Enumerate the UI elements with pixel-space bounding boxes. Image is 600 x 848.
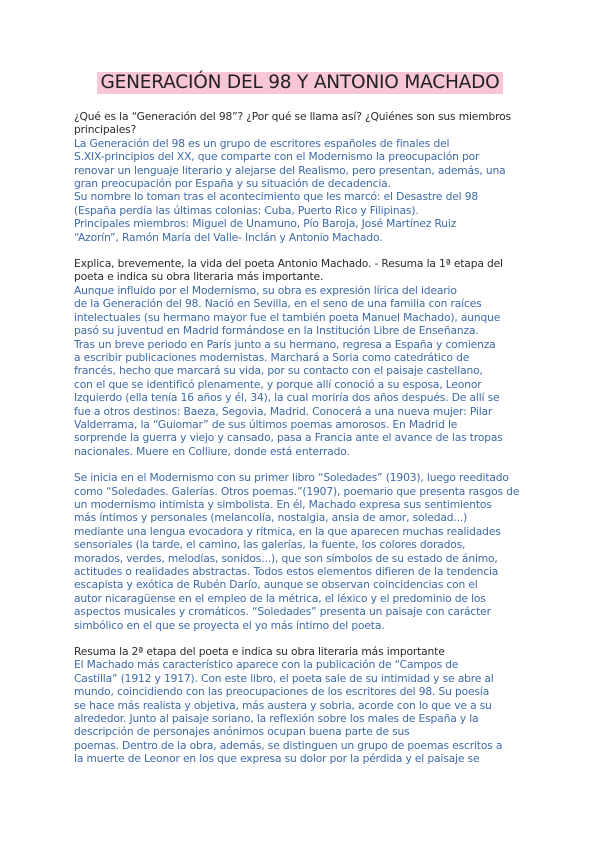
answer-line: más íntimos y personales (melancolía, nostalgia, ansia de amor, soledad...) <box>74 511 468 525</box>
answer-line: morados, verdes, melodías, sonidos...), que son símbolos de su estado de ánimo, <box>74 551 498 565</box>
question-line: poeta e indica su obra literaria más importante. <box>74 270 324 284</box>
answer-line: Castilla” (1912 y 1917). Con este libro, el poeta sale de su intimidad y se abre al <box>74 671 494 685</box>
answer-line: Izquierdo (ella tenía 16 años y él, 34), la cual moriría dos años después. De allí se <box>74 391 500 405</box>
answer-line: a escribir publicaciones modernistas. Marchará a Soria como catedrático de <box>74 350 470 364</box>
paragraph <box>74 110 534 244</box>
answer-line: poemas. Dentro de la obra, además, se distinguen un grupo de poemas escritos a <box>74 738 503 752</box>
answer-line: gran preocupación por España y su situación de decadencia. <box>74 177 391 191</box>
answer-line: Valderrama, la “Guiomar” de sus últimos poemas amorosos. En Madrid le <box>74 417 458 431</box>
answer-line: El Machado más característico aparece con la publicación de “Campos de <box>74 658 459 672</box>
answer-line: francés, hecho que marcará su vida, por su contacto con el paisaje castellano, <box>74 364 483 378</box>
answer-line: aspectos musicales y cromáticos. “Soledades” presenta un paisaje con carácter <box>74 605 491 619</box>
answer-line: con el que se identificó plenamente, y porque allí conoció a su esposa, Leonor <box>74 377 482 391</box>
answer-line: Tras un breve periodo en París junto a su hermano, regresa a España y comienza <box>74 337 496 351</box>
answer-line: como “Soledades. Galerías. Otros poemas.”(1907), poemario que presenta rasgos de <box>74 484 520 498</box>
paragraph-spacer <box>74 632 534 645</box>
answer-line: renovar un lenguaje literario y alejarse del Realismo, pero presentan, además, una <box>74 163 506 177</box>
answer-line: se hace más realista y objetiva, más austera y sobria, acorde con lo que ve a su <box>74 698 492 712</box>
document-body <box>74 110 534 766</box>
paragraph <box>74 471 534 632</box>
question-line: Resuma la 2ª etapa del poeta e indica su obra literaria más importante <box>74 645 445 659</box>
paragraph-spacer <box>74 244 534 257</box>
answer-line: Su nombre lo toman tras el acontecimiento que les marcó: el Desastre del 98 <box>74 190 479 204</box>
answer-line: intelectuales (su hermano mayor fue el también poeta Manuel Machado), aunque <box>74 310 501 324</box>
answer-line: Se inicia en el Modernismo con su primer libro “Soledades” (1903), luego reeditado <box>74 471 509 485</box>
answer-line: “Azorín”, Ramón María del Valle- Inclán y Antonio Machado. <box>74 230 383 244</box>
answer-line: fue a otros destinos: Baeza, Segovia, Madrid. Conocerá a una nueva mujer: Pilar <box>74 404 493 418</box>
question-line: principales? <box>74 123 137 137</box>
answer-line: S.XIX-principios del XX, que comparte con el Modernismo la preocupación por <box>74 150 480 164</box>
paragraph <box>74 257 534 458</box>
answer-line: de la Generación del 98. Nació en Sevilla, en el seno de una familia con raíces <box>74 297 482 311</box>
question-line: Explica, brevemente, la vida del poeta Antonio Machado. - Resuma la 1ª etapa del <box>74 257 503 271</box>
answer-line: descripción de personajes anónimos ocupan buena parte de sus <box>74 725 410 739</box>
answer-line: La Generación del 98 es un grupo de escritores españoles de finales del <box>74 136 450 150</box>
answer-line: un modernismo intimista y simbolista. En él, Machado expresa sus sentimientos <box>74 497 492 511</box>
answer-line: alrededor. Junto al paisaje soriano, la reflexión sobre los males de España y la <box>74 712 479 726</box>
answer-line: nacionales. Muere en Colliure, donde está enterrado. <box>74 444 350 458</box>
answer-line: mundo, coincidiendo con las preocupaciones de los escritores del 98. Su poesía <box>74 685 490 699</box>
answer-line: mediante una lengua evocadora y rítmica, en la que aparecen muchas realidades <box>74 524 501 538</box>
answer-line: actitudes o realidades abstractas. Todos estos elementos difieren de la tendencia <box>74 565 499 578</box>
answer-line: la muerte de Leonor en los que expresa su dolor por la pérdida y el paisaje se <box>74 752 480 766</box>
answer-line: (España perdía las últimas colonias: Cuba, Puerto Rico y Filipinas). <box>74 203 419 217</box>
answer-line: autor nicaragüense en el empleo de la métrica, el léxico y el predominio de los <box>74 591 486 605</box>
answer-line: sensoriales (la tarde, el camino, las galerías, la fuente, los colores dorados, <box>74 538 466 552</box>
answer-line: sorprende la guerra y viejo y cansado, pasa a Francia ante el avance de las tropas <box>74 431 503 445</box>
question-line: ¿Qué es la “Generación del 98”? ¿Por qué se llama así? ¿Quiénes son sus miembros <box>74 110 511 123</box>
page-title-text: GENERACIÓN DEL 98 Y ANTONIO MACHADO <box>97 72 502 94</box>
answer-line: pasó su juventud en Madrid formándose en la Institución Libre de Enseñanza. <box>74 324 479 338</box>
paragraph-spacer <box>74 458 534 471</box>
answer-line: Principales miembros: Miguel de Unamuno, Pío Baroja, José Martínez Ruiz <box>74 217 457 231</box>
page-title <box>0 72 600 94</box>
paragraph <box>74 645 534 766</box>
answer-line: Aunque influido por el Modernismo, su obra es expresión lírica del ideario <box>74 283 457 297</box>
answer-line: escapista y exótica de Rubén Darío, aunque se observan coincidencias con el <box>74 578 478 592</box>
answer-line: simbólico en el que se proyecta el yo más íntimo del poeta. <box>74 618 385 632</box>
